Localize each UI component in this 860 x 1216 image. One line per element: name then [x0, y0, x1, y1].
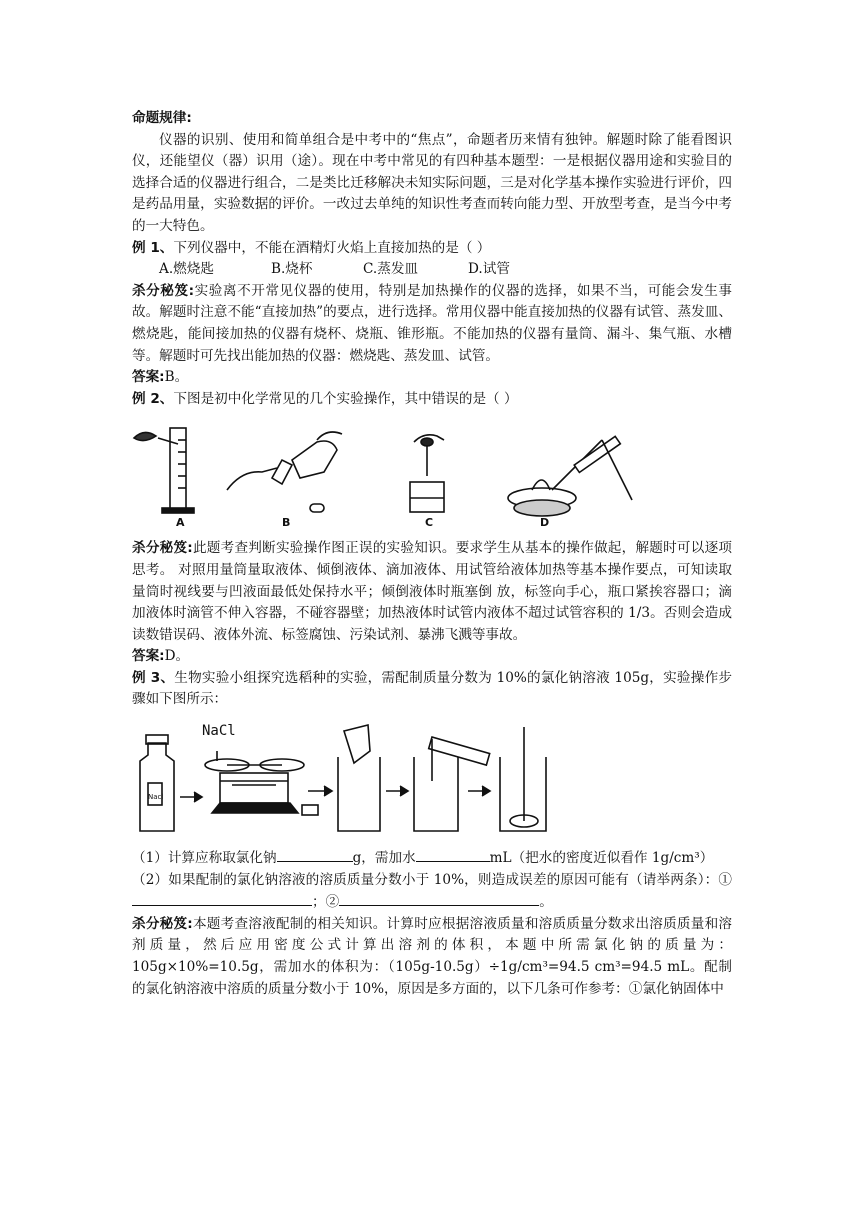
example-1-label: 例 1、 [132, 239, 174, 256]
document-body [132, 108, 732, 1000]
lab-operations-figure [132, 420, 732, 530]
option-c: C.蒸发皿 [363, 261, 419, 278]
tip-label: 杀分秘笈: [132, 282, 195, 299]
example-3-label: 例 3、 [132, 669, 175, 686]
question-1 [132, 847, 732, 870]
example-1-text: 下列仪器中，不能在酒精灯火焰上直接加热的是（ ） [173, 239, 491, 256]
example-3-text: 生物实验小组探究选稻种的实验，需配制质量分数为 10%的氯化钠溶液 105g，实验操作步骤如下图所示： [132, 669, 732, 708]
answer-label: 答案: [132, 648, 165, 665]
option-b: B.烧杯 [271, 261, 313, 278]
solution-prep-figure [132, 721, 732, 835]
example-1-question [132, 238, 732, 260]
tip-label: 杀分秘笈: [132, 915, 193, 932]
q2-text-a: （2）如果配制的氯化钠溶液的溶质质量分数小于 10%，则造成误差的原因可能有（请举两条）：① [132, 871, 732, 888]
example-2-tip [132, 538, 732, 646]
figure-label-d: D [540, 516, 550, 530]
nacl-label: NaCl [202, 723, 236, 740]
q1-blank-volume[interactable] [416, 847, 490, 862]
section-heading [132, 108, 732, 130]
lab-operations-illustration [132, 420, 732, 524]
example-2-text: 下图是初中化学常见的几个实验操作，其中错误的是（ ） [173, 390, 518, 407]
figure-label-b: B [282, 516, 291, 530]
tip-text: 本题考查溶液配制的相关知识。计算时应根据溶液质量和溶质质量分数求出溶质质量和溶剂质量，然后应用密度公式计算出溶剂的体积，本题中所需氯化钠的质量为：105g×10%=10.5g，需加水的体积为：（105g-10.5g）÷1g/cm³=94.5 cm³=94.5 mL。配制的氯化钠溶液中溶质的质量分数小于 10%，原因是多方面的，以下几条可作参考：①氯化钠固体中 [132, 915, 733, 997]
tip-text: 实验离不开常见仪器的使用，特别是加热操作的仪器的选择，如果不当，可能会发生事故。解题时注意不能“直接加热”的要点，进行选择。常用仪器中能直接加热的仪器有试管、蒸发皿、燃烧匙，能间接加热的仪器有烧杯、烧瓶、锥形瓶。不能加热的仪器有量筒、漏斗、集气瓶、水槽等。解题时可先找出能加热的仪器：燃烧匙、蒸发皿、试管。 [132, 282, 732, 364]
tip-text: 此题考查判断实验操作图正误的实验知识。要求学生从基本的操作做起，解题时可以逐项思考。 对照用量筒量取液体、倾倒液体、滴加液体、用试管给液体加热等基本操作要点，可知读取量筒时视线要与凹液面最低处保持水平；倾倒液体时瓶塞倒 放，标签向手心，瓶口紧挨容器口；滴加液体时滴管不伸入容器，不碰容器壁；加热液体时试管内液体不超过试管容积的 1/3。否则会造成读数错误码、液体外流、标签腐蚀、污染试剂、暴沸飞溅等事故。 [132, 540, 733, 643]
q2-blank-1[interactable] [132, 891, 312, 906]
example-2-question [132, 389, 732, 411]
question-2 [132, 870, 732, 914]
example-2-label: 例 2、 [132, 390, 174, 407]
example-3-tip [132, 914, 732, 1000]
example-1-tip [132, 281, 732, 367]
figure-label-c: C [425, 516, 434, 530]
q2-text-b: ；② [312, 894, 340, 911]
answer-text: B。 [164, 369, 189, 386]
q1-text-c: mL（把水的密度近似看作 1g/cm³） [489, 850, 714, 867]
q1-text-a: （1）计算应称取氯化钠 [132, 850, 277, 867]
q1-blank-mass[interactable] [277, 847, 353, 862]
answer-text: D。 [164, 648, 190, 665]
example-1-options [132, 259, 732, 281]
answer-label: 答案: [132, 369, 165, 386]
bottle-label: Nacl [148, 793, 164, 802]
intro-paragraph: 仪器的识别、使用和简单组合是中考中的“焦点”，命题者历来情有独钟。解题时除了能看图识仪，还能望仪（器）识用（途）。现在中考中常见的有四种基本题型：一是根据仪器用途和实验目的选择合适的仪器进行组合，二是类比迁移解决未知实际问题，三是对化学基本操作实验进行评价，四是药品用量，实验数据的评价。一改过去单纯的知识性考查而转向能力型、开放型考查，是当今中考的一大特色。 [132, 131, 732, 234]
solution-prep-illustration [132, 721, 732, 835]
heading-label: 命题规律: [132, 110, 192, 126]
example-1-answer [132, 367, 732, 389]
tip-label: 杀分秘笈: [132, 540, 193, 557]
option-a: A.燃烧匙 [159, 261, 214, 278]
example-3-question [132, 668, 732, 711]
option-d: D.试管 [468, 261, 510, 278]
q1-text-b: g，需加水 [352, 850, 416, 867]
q2-blank-2[interactable] [339, 891, 539, 906]
q2-text-c: 。 [539, 894, 553, 911]
example-2-answer [132, 646, 732, 668]
figure-label-a: A [176, 516, 185, 530]
